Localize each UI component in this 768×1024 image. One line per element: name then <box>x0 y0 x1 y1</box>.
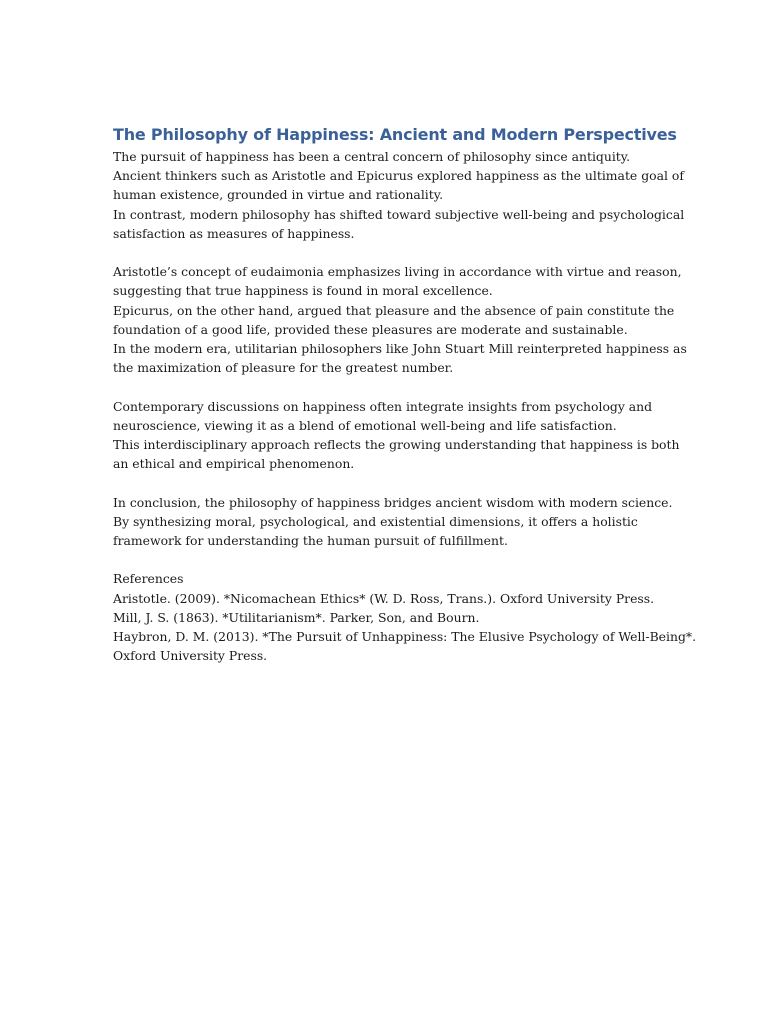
paragraph-spacer <box>113 377 673 396</box>
paragraph-line: In conclusion, the philosophy of happiness bridges ancient wisdom with modern science. <box>113 494 673 510</box>
paragraph-line: This interdisciplinary approach reflects the growing understanding that happiness is both <box>113 437 680 453</box>
reference-entry: Aristotle. (2009). *Nicomachean Ethics* (W. D. Ross, Trans.). Oxford University Press. <box>113 590 655 606</box>
paragraph-line: Aristotle’s concept of eudaimonia emphasizes living in accordance with virtue and reason, <box>113 264 682 280</box>
paragraph-contemporary <box>113 397 680 474</box>
paragraph-line: satisfaction as measures of happiness. <box>113 225 355 241</box>
document-body <box>113 124 697 665</box>
paragraph-intro <box>113 147 685 243</box>
paragraph-conclusion <box>113 493 673 551</box>
reference-entry: Oxford University Press. <box>113 648 268 664</box>
paragraph-spacer <box>113 243 673 262</box>
paragraph-line: foundation of a good life, provided these pleasures are moderate and sustainable. <box>113 321 628 337</box>
references-heading: References <box>113 571 184 587</box>
paragraph-line: In contrast, modern philosophy has shifted toward subjective well-being and psychological <box>113 206 685 222</box>
paragraph-line: Contemporary discussions on happiness often integrate insights from psychology and <box>113 398 653 414</box>
paragraph-line: an ethical and empirical phenomenon. <box>113 456 355 472</box>
paragraph-line: Epicurus, on the other hand, argued that pleasure and the absence of pain constitute the <box>113 302 675 318</box>
paragraph-line: suggesting that true happiness is found in moral excellence. <box>113 283 493 299</box>
document-title: The Philosophy of Happiness: Ancient and Modern Perspectives <box>113 125 677 144</box>
references-section <box>113 569 697 665</box>
reference-entry: Mill, J. S. (1863). *Utilitarianism*. Parker, Son, and Bourn. <box>113 609 480 625</box>
paragraph-line: In the modern era, utilitarian philosophers like John Stuart Mill reinterpreted happiness as <box>113 341 687 357</box>
paragraph-line: The pursuit of happiness has been a central concern of philosophy since antiquity. <box>113 149 631 164</box>
paragraph-line: the maximization of pleasure for the greatest number. <box>113 360 454 376</box>
paragraph-spacer <box>113 473 673 492</box>
paragraph-line: human existence, grounded in virtue and rationality. <box>113 187 444 203</box>
paragraph-spacer <box>113 550 673 569</box>
paragraph-aristotle-epicurus <box>113 262 687 377</box>
reference-entry: Haybron, D. M. (2013). *The Pursuit of Unhappiness: The Elusive Psychology of Well-Being*. <box>113 629 697 645</box>
paragraph-line: Ancient thinkers such as Aristotle and Epicurus explored happiness as the ultimate goal of <box>113 168 684 184</box>
paragraph-line: neuroscience, viewing it as a blend of emotional well-being and life satisfaction. <box>113 417 617 433</box>
paragraph-line: framework for understanding the human pursuit of fulfillment. <box>113 533 508 549</box>
paragraph-line: By synthesizing moral, psychological, and existential dimensions, it offers a holistic <box>113 513 638 529</box>
